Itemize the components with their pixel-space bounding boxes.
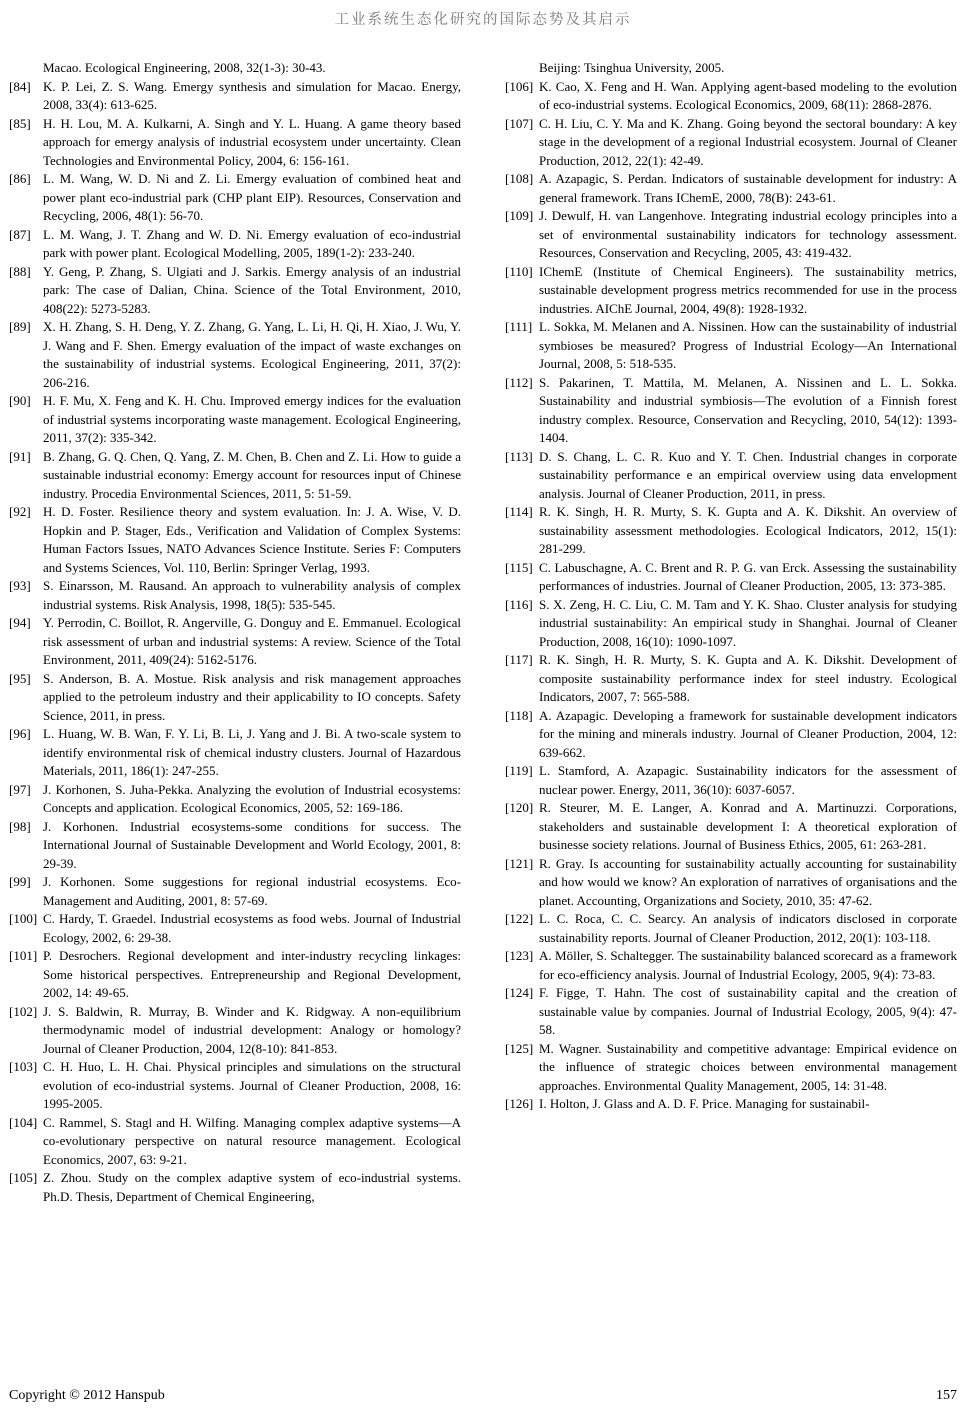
reference-entry [505,799,957,855]
reference-text: C. Rammel, S. Stagl and H. Wilfing. Managing complex adaptive systems—A co-evolutionary perspective on natural resource management. Ecological Economics, 2007, 63: 9-21. [43,1114,461,1167]
reference-text: A. Möller, S. Schaltegger. The sustainability balanced scorecard as a framework for eco-efficiency analysis. Journal of Industrial Ecology, 2005, 9(4): 73-83. [539,948,957,982]
reference-text: R. K. Singh, H. R. Murty, S. K. Gupta and A. K. Dikshit. Development of composite sustainability performance index for steel industry. Ecological Indicators, 2007, 7: 565-588. [539,652,957,704]
reference-text: L. Sokka, M. Melanen and A. Nissinen. How can the sustainability of industrial symbioses be measured? Progress of Industrial Ecology—An International Journal, 2008, 5: 518-535. [539,319,957,371]
reference-text: K. Cao, X. Feng and H. Wan. Applying agent-based modeling to the evolution of eco-industrial systems. Ecological Economics, 2009, 68(11): 2868-2876. [539,78,957,112]
reference-number: [86] [9,171,31,186]
reference-number: [84] [9,78,31,94]
reference-number: [91] [9,448,31,464]
page-number: 157 [936,1388,957,1403]
reference-text: J. Korhonen. Some suggestions for regional industrial ecosystems. Eco-Management and Auditing, 2001, 8: 57-69. [43,874,461,908]
reference-entry [9,318,461,392]
reference-entry [9,818,461,874]
running-head-title: 工业系统生态化研究的国际态势及其启示 [334,12,632,28]
reference-number: [98] [9,818,31,834]
reference-entry [9,1169,461,1206]
reference-text: F. Figge, T. Hahn. The cost of sustainability capital and the creation of sustainable value by companies. Journal of Industrial Ecology, 2005, 9(4): 47-58. [539,985,957,1037]
reference-number: [108] [505,171,534,186]
reference-list-left [9,78,461,1207]
reference-number: [124] [505,985,534,1000]
references-section [0,29,966,1206]
reference-number: [112] [505,374,533,390]
reference-entry [505,762,957,799]
reference-number: [88] [9,263,31,279]
reference-number: [122] [505,911,534,926]
reference-entry [9,670,461,726]
reference-number: [125] [505,1040,534,1056]
reference-entry [9,226,461,263]
reference-entry [9,1003,461,1059]
reference-continuation-text: Beijing: Tsinghua University, 2005. [539,60,725,75]
reference-entry [9,263,461,319]
reference-entry [9,1114,461,1170]
reference-entry [9,947,461,1003]
reference-number: [114] [505,504,533,519]
references-column-right [505,59,957,1206]
reference-number: [115] [505,559,533,575]
reference-number: [120] [505,800,534,815]
reference-number: [106] [505,78,534,94]
reference-entry [505,115,957,171]
reference-number: [119] [505,763,533,778]
reference-text: C. H. Huo, L. H. Chai. Physical principles and simulations on the structural evolution of eco-industrial systems. Journal of Cleaner Production, 2008, 16: 1995-2005. [43,1059,461,1111]
reference-continuation-text: Macao. Ecological Engineering, 2008, 32(1-3): 30-43. [43,60,326,75]
reference-text: X. H. Zhang, S. H. Deng, Y. Z. Zhang, G. Yang, L. Li, H. Qi, H. Xiao, J. Wu, Y. J. Wang and F. Shen. Emergy evaluation of the impact of waste exchanges on the sustainability of industrial systems. Ecological Engineering, 2011, 37(2): 206-216. [43,319,461,390]
reference-entry [9,78,461,115]
reference-number: [92] [9,504,31,519]
reference-entry [9,448,461,504]
reference-text: M. Wagner. Sustainability and competitive advantage: Empirical evidence on the influence of strategic choices between environmental management approaches. Environmental Quality Management, 2005, 14: 31-48. [539,1040,957,1093]
reference-number: [100] [9,911,38,926]
reference-entry [9,873,461,910]
reference-list-right [505,78,957,1114]
reference-text: L. C. Roca, C. C. Searcy. An analysis of indicators disclosed in corporate sustainability reports. Journal of Cleaner Production, 2012, 20(1): 103-118. [539,911,957,945]
reference-entry [505,207,957,263]
reference-text: C. Hardy, T. Graedel. Industrial ecosystems as food webs. Journal of Industrial Ecology, 2002, 6: 29-38. [43,911,461,945]
reference-text: S. Pakarinen, T. Mattila, M. Melanen, A. Nissinen and L. L. Sokka. Sustainability and industrial symbiosis—The evolution of a Finnish forest industry complex. Resource, Conservation and Recycling, 2010, 54(12): 1393-1404. [539,374,957,445]
reference-entry [9,577,461,614]
reference-text: J. S. Baldwin, R. Murray, B. Winder and K. Ridgway. A non-equilibrium thermodynamic model of industrial development: Analogy or homology? Journal of Cleaner Production, 2004, 12(8-10): 841-853. [43,1003,461,1056]
reference-entry [9,503,461,577]
reference-number: [93] [9,578,31,593]
reference-number: [111] [505,319,533,334]
reference-number: [117] [505,652,533,667]
reference-entry [9,781,461,818]
reference-text: B. Zhang, G. Q. Chen, Q. Yang, Z. M. Chen, B. Chen and Z. Li. How to guide a sustainable industrial economy: Emergy account for resources input of Chinese industry. Procedia Environmental Sciences, 2011, 5: 51-59. [43,448,461,501]
reference-entry [9,1058,461,1114]
reference-text: L. Huang, W. B. Wan, F. Y. Li, B. Li, J. Yang and J. Bi. A two-scale system to identify environmental risk of chemical industry clusters. Journal of Hazardous Materials, 2011, 186(1): 247-255. [43,726,461,778]
reference-entry [9,170,461,226]
reference-text: R. Gray. Is accounting for sustainability actually accounting for sustainability and how would we know? An exploration of narratives of organisations and the planet. Accounting, Organizations and Society, 2010, 35: 47-62. [539,855,957,908]
references-column-left [9,59,461,1206]
reference-entry [9,910,461,947]
reference-number: [107] [505,115,534,131]
page-footer [9,1388,957,1404]
reference-entry [505,1095,957,1114]
reference-number: [109] [505,208,534,223]
reference-entry [9,115,461,171]
reference-number: [105] [9,1170,38,1185]
reference-entry [505,503,957,559]
reference-text: Y. Perrodin, C. Boillot, R. Angerville, G. Donguy and E. Emmanuel. Ecological risk assessment of urban and industrial systems: A review. Science of the Total Environment, 2011, 409(24): 5162-5176. [43,615,461,667]
reference-entry [505,448,957,504]
reference-text: J. Korhonen, S. Juha-Pekka. Analyzing the evolution of Industrial ecosystems: Concepts and application. Ecological Economics, 2005, 52: 169-186. [43,781,461,815]
copyright-text: Copyright © 2012 Hanspub [9,1388,165,1403]
reference-entry [505,559,957,596]
reference-entry [9,392,461,448]
reference-text: Y. Geng, P. Zhang, S. Ulgiati and J. Sarkis. Emergy analysis of an industrial park: The case of Dalian, China. Science of the Total Environment, 2010, 408(22): 5273-5283. [43,263,461,316]
reference-entry [505,855,957,911]
reference-number: [99] [9,874,31,889]
reference-entry [505,947,957,984]
reference-text: D. S. Chang, L. C. R. Kuo and Y. T. Chen. Industrial changes in corporate sustainability performance e an empirical overview using data envelopment analysis. Journal of Cleaner Production, 2011, in press. [539,448,957,501]
reference-number: [97] [9,781,31,797]
reference-text: C. Labuschagne, A. C. Brent and R. P. G. van Erck. Assessing the sustainability performances of industries. Journal of Cleaner Production, 2005, 13: 373-385. [539,559,957,593]
reference-number: [118] [505,707,533,723]
reference-number: [89] [9,319,31,334]
reference-text: IChemE (Institute of Chemical Engineers). The sustainability metrics, sustainable development progress metrics recommended for use in the process industries. AIChE Journal, 2004, 49(8): 1928-1932. [539,263,957,316]
reference-number: [87] [9,226,31,242]
reference-text: R. Steurer, M. E. Langer, A. Konrad and A. Martinuzzi. Corporations, stakeholders and sustainable development I: A theoretical exploration of businesse society relations. Journal of Business Ethics, 2005, 61: 263-281. [539,800,957,852]
reference-number: [95] [9,670,31,686]
reference-text: I. Holton, J. Glass and A. D. F. Price. Managing for sustainabil- [539,1096,870,1111]
reference-entry [9,725,461,781]
reference-text: R. K. Singh, H. R. Murty, S. K. Gupta and A. K. Dikshit. An overview of sustainability assessment methodologies. Ecological Indicators, 2012, 15(1): 281-299. [539,504,957,556]
reference-number: [104] [9,1114,38,1130]
reference-text: L. M. Wang, J. T. Zhang and W. D. Ni. Emergy evaluation of eco-industrial park with power plant. Ecological Modelling, 2005, 189(1-2): 233-240. [43,226,461,260]
reference-entry [505,78,957,115]
reference-entry [505,318,957,374]
reference-text: S. Einarsson, M. Rausand. An approach to vulnerability analysis of complex industrial systems. Risk Analysis, 1998, 18(5): 535-545. [43,578,461,612]
reference-text: K. P. Lei, Z. S. Wang. Emergy synthesis and simulation for Macao. Energy, 2008, 33(4): 613-625. [43,78,461,112]
reference-number: [94] [9,615,31,630]
reference-number: [123] [505,948,534,963]
reference-number: [101] [9,948,38,963]
reference-entry [505,651,957,707]
reference-number: [90] [9,393,31,408]
reference-text: S. Anderson, B. A. Mostue. Risk analysis and risk management approaches applied to the petroleum industry and their applicability to IO concepts. Safety Science, 2011, in press. [43,670,461,723]
reference-entry [505,910,957,947]
reference-number: [103] [9,1059,38,1074]
reference-entry [505,1040,957,1096]
reference-text: J. Korhonen. Industrial ecosystems-some conditions for success. The International Journal of Sustainable Development and World Ecology, 2001, 8: 29-39. [43,818,461,871]
reference-entry [505,984,957,1040]
reference-text: L. Stamford, A. Azapagic. Sustainability indicators for the assessment of nuclear power. Energy, 2011, 36(10): 6037-6057. [539,763,957,797]
reference-entry [505,596,957,652]
reference-text: L. M. Wang, W. D. Ni and Z. Li. Emergy evaluation of combined heat and power plant eco-industrial park (CHP plant EIP). Resources, Conservation and Recycling, 2006, 48(1): 56-70. [43,171,461,223]
reference-text: H. F. Mu, X. Feng and K. H. Chu. Improved emergy indices for the evaluation of industrial systems incorporating waste management. Ecological Engineering, 2011, 37(2): 335-342. [43,393,461,445]
reference-text: A. Azapagic, S. Perdan. Indicators of sustainable development for industry: A general framework. Trans IChemE, 2000, 78(B): 243-61. [539,171,957,205]
reference-text: S. X. Zeng, H. C. Liu, C. M. Tam and Y. K. Shao. Cluster analysis for studying industrial sustainability: An empirical study in Shanghai. Journal of Cleaner Production, 2008, 16(10): 1090-1097. [539,596,957,649]
reference-number: [126] [505,1096,534,1111]
reference-text: H. H. Lou, M. A. Kulkarni, A. Singh and Y. L. Huang. A game theory based approach for emergy analysis of industrial ecosystem under uncertainty. Clean Technologies and Environmental Policy, 2004, 6: 156-161. [43,115,461,168]
reference-entry [505,263,957,319]
reference-text: H. D. Foster. Resilience theory and system evaluation. In: J. A. Wise, V. D. Hopkin and P. Stager, Eds., Verification and Validation of Complex Systems: Human Factors Issues, NATO Advances Science Institute. Series F: Computers and Systems Sciences, Vol. 110, Berlin: Springer Verlag, 1993. [43,504,461,575]
reference-text: A. Azapagic. Developing a framework for sustainable development indicators for the mining and minerals industry. Journal of Cleaner Production, 2004, 12: 639-662. [539,707,957,760]
reference-entry [505,374,957,448]
reference-entry [9,614,461,670]
reference-number: [102] [9,1003,38,1019]
reference-number: [116] [505,596,533,612]
reference-number: [110] [505,263,533,279]
reference-entry [505,707,957,763]
reference-number: [113] [505,448,533,464]
reference-text: C. H. Liu, C. Y. Ma and K. Zhang. Going beyond the sectoral boundary: A key stage in the development of a regional Industrial ecosystem. Journal of Cleaner Production, 2012, 22(1): 42-49. [539,115,957,168]
reference-number: [96] [9,726,31,741]
reference-text: J. Dewulf, H. van Langenhove. Integrating industrial ecology principles into a set of environmental sustainability indicators for technology assessment. Resources, Conservation and Recycling, 2005, 43: 419-432. [539,208,957,260]
reference-entry [505,170,957,207]
reference-text: Z. Zhou. Study on the complex adaptive system of eco-industrial systems. Ph.D. Thesis, Department of Chemical Engineering, [43,1170,461,1204]
reference-number: [121] [505,855,534,871]
reference-number: [85] [9,115,31,131]
reference-text: P. Desrochers. Regional development and inter-industry recycling linkages: Some historical perspectives. Entrepreneurship and Regional Development, 2002, 14: 49-65. [43,948,461,1000]
